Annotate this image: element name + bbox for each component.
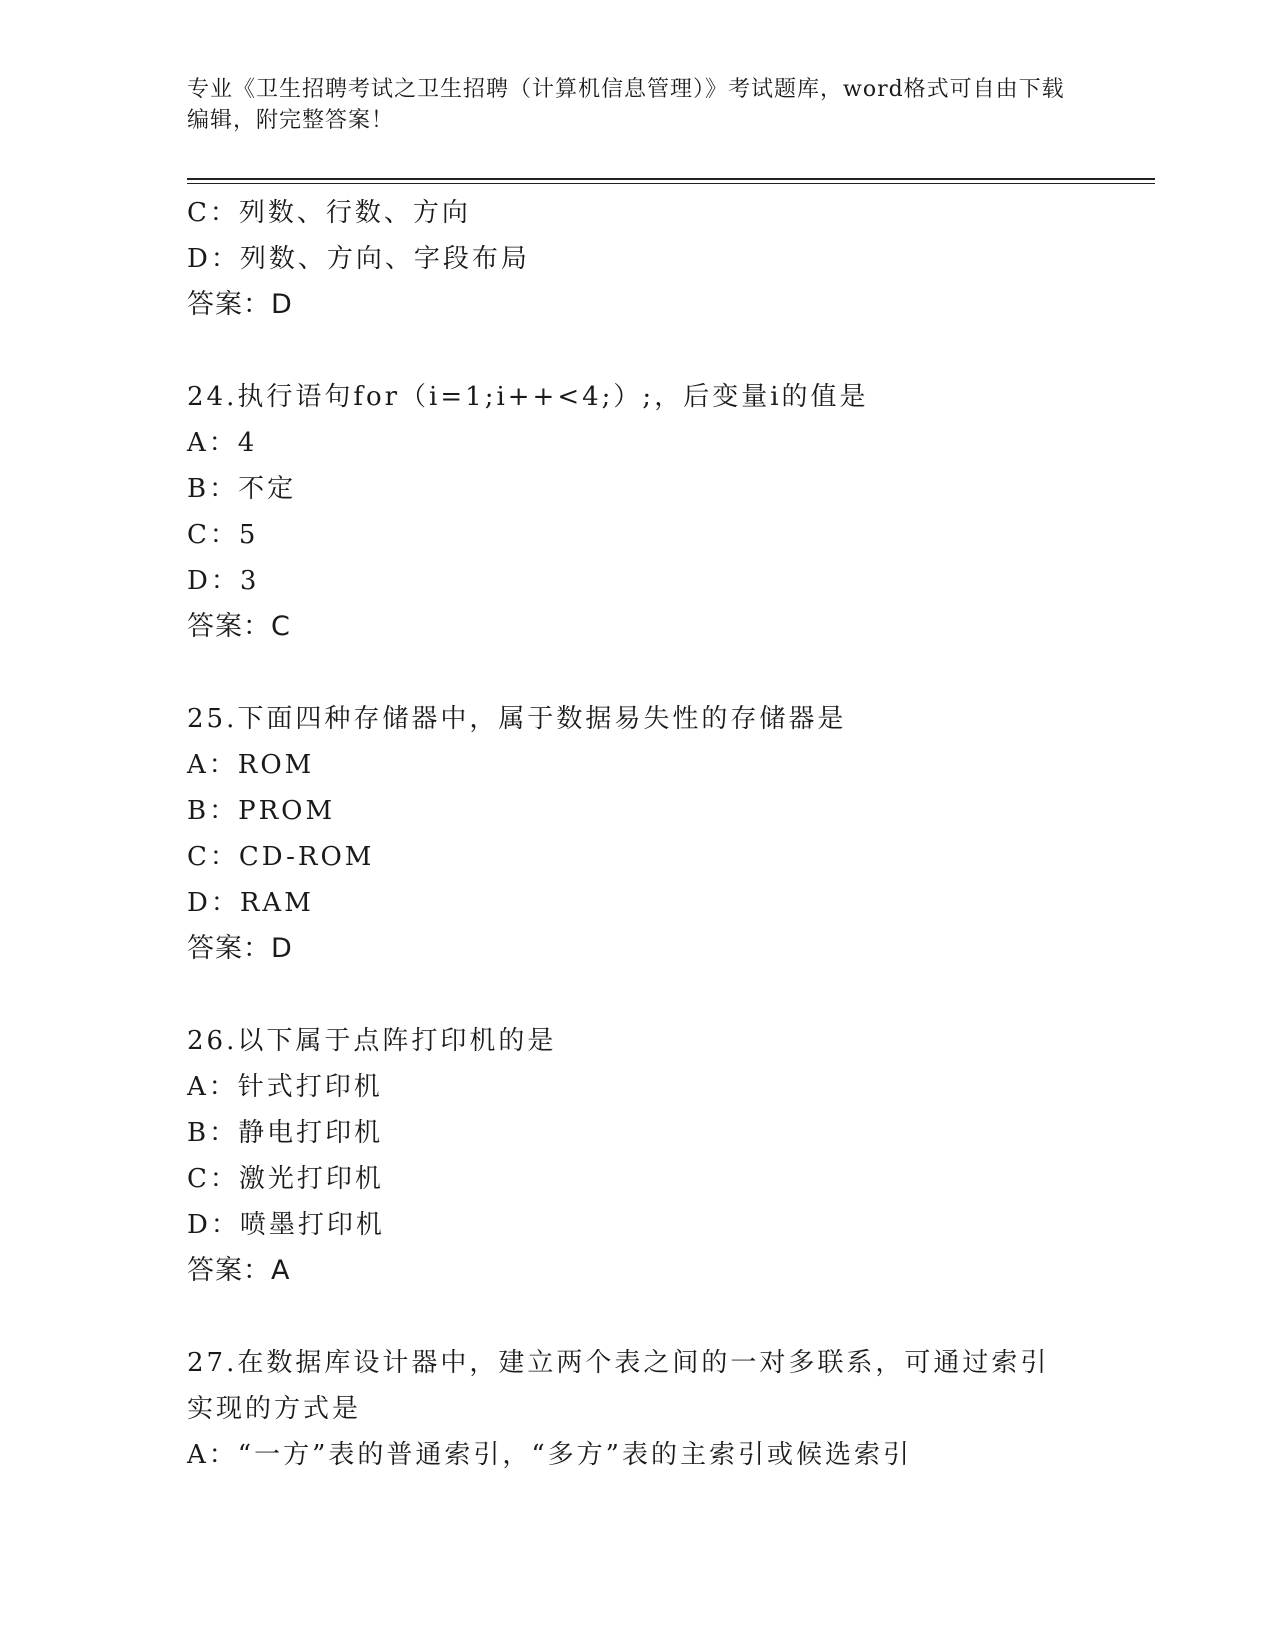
option-c: C：列数、行数、方向 <box>187 198 471 228</box>
option-d: D：RAM <box>187 888 314 918</box>
option-a: A：ROM <box>187 750 315 780</box>
partial-question <box>187 190 1087 328</box>
option-b: B：不定 <box>187 474 297 504</box>
question-26 <box>187 1018 1087 1294</box>
document-header: 专业《卫生招聘考试之卫生招聘（计算机信息管理）》考试题库，word格式可自由下载编辑，附完整答案！ <box>187 77 1065 133</box>
option-d: D：3 <box>187 566 260 596</box>
spacer <box>187 328 1087 374</box>
question-27 <box>187 1340 1087 1478</box>
option-a: A：4 <box>187 428 258 458</box>
spacer <box>187 650 1087 696</box>
question-text: 26.以下属于点阵打印机的是 <box>187 1026 557 1056</box>
option-d: D：列数、方向、字段布局 <box>187 244 530 274</box>
header-divider-thick <box>187 178 1155 180</box>
answer: 答案：D <box>187 933 293 964</box>
answer: 答案：D <box>187 289 293 320</box>
answer: 答案：C <box>187 611 291 642</box>
header-divider-thin <box>187 183 1155 184</box>
spacer <box>187 1294 1087 1340</box>
question-list <box>187 190 1087 1478</box>
option-b: B：静电打印机 <box>187 1118 384 1148</box>
question-25 <box>187 696 1087 972</box>
option-b: B：PROM <box>187 796 336 826</box>
option-c: C：激光打印机 <box>187 1164 384 1194</box>
question-text: 27.在数据库设计器中，建立两个表之间的一对多联系，可通过索引实现的方式是 <box>187 1348 1050 1424</box>
option-d: D：喷墨打印机 <box>187 1210 385 1240</box>
option-a: A：针式打印机 <box>187 1072 383 1102</box>
question-text: 24.执行语句for（i=1;i++<4;）;，后变量i的值是 <box>187 382 869 412</box>
spacer <box>187 972 1087 1018</box>
option-a: A：“一方”表的普通索引，“多方”表的主索引或候选索引 <box>187 1440 912 1470</box>
question-24 <box>187 374 1087 650</box>
answer: 答案：A <box>187 1255 291 1286</box>
option-c: C：CD-ROM <box>187 842 375 872</box>
question-text: 25.下面四种存储器中，属于数据易失性的存储器是 <box>187 704 847 734</box>
option-c: C：5 <box>187 520 259 550</box>
